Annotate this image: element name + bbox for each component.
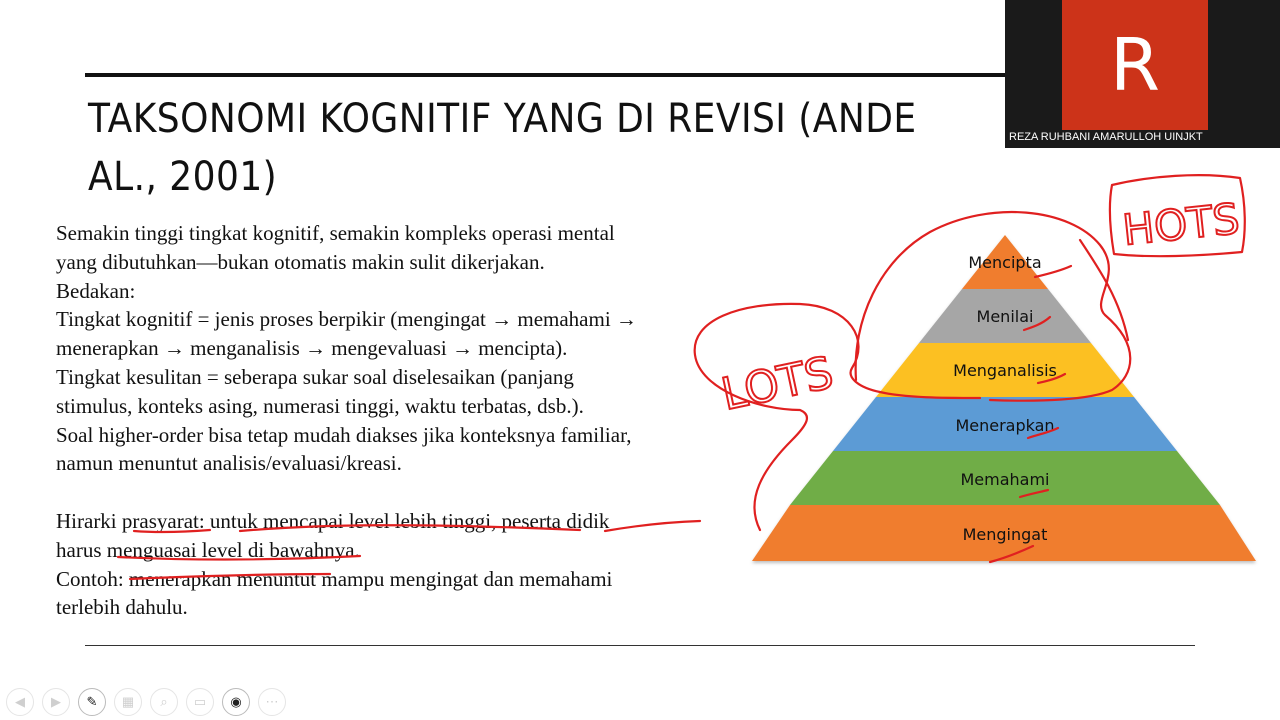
participant-name: REZA RUHBANI AMARULLOH UINJKT [1009,131,1203,143]
body-line: Semakin tinggi tingkat kognitif, semakin kompleks operasi mental [56,221,615,245]
pyramid-label-menilai: Menilai [976,307,1034,326]
body-line: stimulus, konteks asing, numerasi tinggi, waktu terbatas, dsb.). [56,393,584,418]
underline-stroke [240,525,580,531]
tick-stroke [1038,374,1065,383]
underline-stroke [605,521,700,531]
pyramid-label-memahami: Memahami [960,470,1050,489]
body-line: Tingkat kognitif = jenis proses berpikir (mengingat → memahami → [56,307,637,332]
pyramid-label-mencipta: Mencipta [968,253,1042,272]
hots-loop-stroke [856,212,1131,401]
hots-annotation: HOTS [1120,193,1242,255]
underline-stroke [118,556,360,560]
underline-stroke [130,574,330,579]
body-line: harus menguasai level di bawahnya. [56,537,360,562]
more-icon[interactable]: ⋯ [258,688,286,716]
body-line: namun menuntut analisis/evaluasi/kreasi. [56,451,402,476]
pointer-icon[interactable]: ✎ [78,688,106,716]
pyramid-label-menerapkan: Menerapkan [955,416,1055,435]
slides-icon[interactable]: ▦ [114,688,142,716]
presentation-controls [6,688,286,716]
zoom-icon[interactable]: ⌕ [150,688,178,716]
participant-avatar [1062,0,1208,130]
tick-stroke [1024,317,1050,330]
pyramid-label-menganalisis: Menganalisis [953,361,1057,380]
body-line: Tingkat kesulitan = seberapa sukar soal diselesaikan (panjang [56,364,574,389]
lots-annotation: LOTS [717,347,838,421]
slide-bottom-rule [85,645,1195,646]
participant-initial: R [1109,23,1161,107]
video-thumbnail[interactable] [1005,0,1280,148]
underline-stroke [134,530,210,532]
tick-stroke [1020,490,1048,497]
back-icon[interactable]: ◀ [6,688,34,716]
body-line: terlebih dahulu. [56,595,188,620]
body-line: Soal higher-order bisa tetap mudah diakses jika konteksnya familiar, [56,422,632,447]
body-line: Contoh: menerapkan menuntut mampu mengingat dan memahami [56,566,613,591]
subtitles-icon[interactable]: ▭ [186,688,214,716]
tick-stroke [990,546,1033,562]
body-line: menerapkan → menganalisis → mengevaluasi → mencipta). [56,336,568,361]
body-line: yang dibutuhkan—bukan otomatis makin sulit dikerjakan. [56,249,545,274]
slide-title-line-1: TAKSONOMI KOGNITIF YANG DI REVISI (ANDE [88,96,917,142]
forward-icon[interactable]: ▶ [42,688,70,716]
body-line: Bedakan: [56,278,136,303]
pyramid-label-mengingat: Mengingat [962,525,1048,544]
tick-stroke [1035,266,1071,277]
video-icon[interactable]: ◉ [222,688,250,716]
slide-title-line-2: AL., 2001) [88,154,278,200]
tick-stroke [1028,428,1058,438]
body-line: Hirarki prasyarat: untuk mencapai level lebih tinggi, peserta didik [56,508,610,533]
